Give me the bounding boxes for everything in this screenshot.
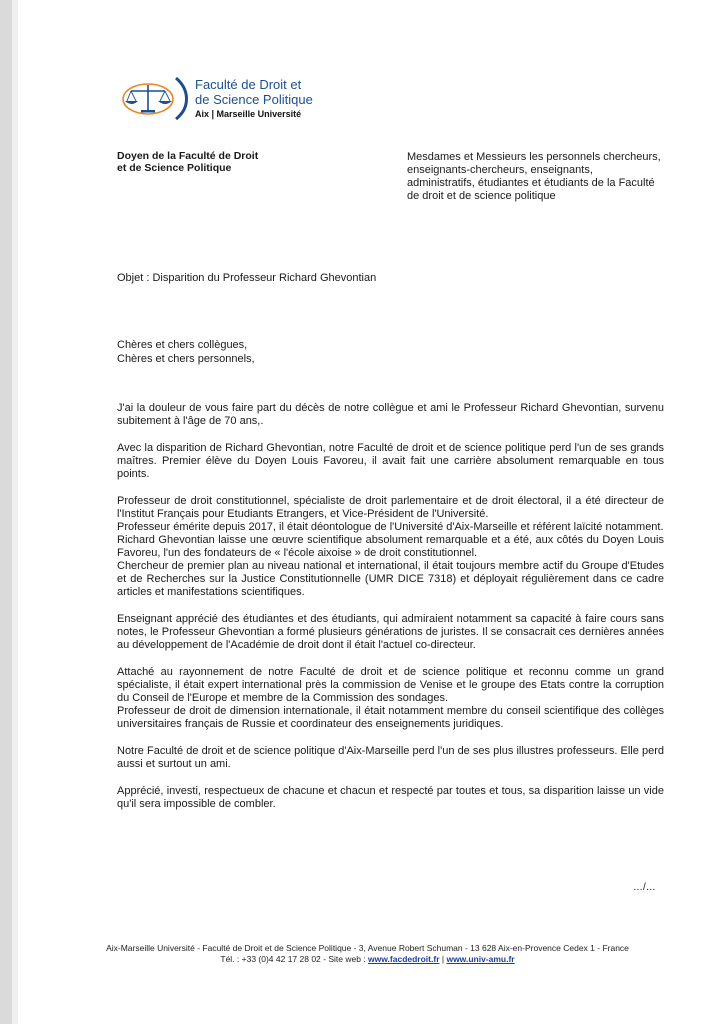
page-edge-shadow [0,0,12,1024]
paragraph-sentence: J'ai la douleur de vous faire part du décès de notre collègue et ami le Professeur Richard Ghevontian, survenu subitement à l'âge de 70 ans,. [117,402,664,427]
paragraph [117,495,664,599]
paragraph-sentence: Chercheur de premier plan au niveau national et international, il était toujours membre actif du Groupe d'Etudes et de Recherches sur la Justice Constitutionnelle (UMR DICE 7318) et déployait régulièrement dans ce cadre articles et manifestations scientifiques. [117,560,664,598]
logo-line-2: de Science Politique [195,92,313,107]
page-continuation: …/… [633,882,656,893]
paragraph [117,666,664,731]
paragraph [117,402,664,428]
logo-line-1: Faculté de Droit et [195,77,302,92]
logo-university: Aix❘Marseille Université [195,109,302,119]
sender-line: et de Science Politique [117,162,232,174]
sender-block [117,150,337,174]
letter-body [117,402,664,825]
paragraph [117,745,664,771]
sender-line: Doyen de la Faculté de Droit [117,150,259,162]
paragraph [117,785,664,811]
footer-address: Aix-Marseille Université - Faculté de Droit et de Science Politique - 3, Avenue Robert Schuman - 13 628 Aix-en-Provence Cedex 1 - France [106,943,629,953]
footer-phone: Tél. : +33 (0)4 42 17 28 02 - Site web : [220,954,369,964]
footer-separator: | [439,954,447,964]
paragraph-sentence: Professeur de droit constitutionnel, spécialiste de droit parlementaire et de droit électoral, il a été directeur de l'Institut Français pour Etudiants Etrangers, et Vice-Président de l'Université. [117,495,664,520]
paragraph-sentence: Richard Ghevontian laisse une œuvre scientifique absolument remarquable et a été, aux côtés du Doyen Louis Favoreu, l'un des fondateurs de « l'école aixoise » de droit constitutionnel. [117,534,664,559]
footer [40,943,695,965]
paragraph-sentence: Avec la disparition de Richard Ghevontian, notre Faculté de droit et de science politique perd l'un de ses grands maîtres. Premier élève du Doyen Louis Favoreu, il avait fait une carrière absolument remarquable en tous points. [117,442,664,480]
paragraph-sentence: Professeur émérite depuis 2017, il était déontologue de l'Université d'Aix-Marseille et référent laïcité notamment. [117,521,664,533]
paragraph [117,613,664,652]
faculty-website-link[interactable]: www.facdedroit.fr [368,954,440,964]
paragraph-sentence: Professeur de droit de dimension internationale, il était notamment membre du conseil scientifique des collèges universitaires français de Russie et coordinateur des enseignements juridiques. [117,705,664,730]
paragraph-sentence: Notre Faculté de droit et de science politique d'Aix-Marseille perd l'un de ses plus illustres professeurs. Elle perd aussi et surtout un ami. [117,745,664,770]
salutation-line: Chères et chers collègues, [117,339,248,351]
page-edge-highlight [12,0,18,1024]
subject-line: Objet : Disparition du Professeur Richard Ghevontian [117,272,377,284]
salutation-line: Chères et chers personnels, [117,353,255,365]
salutation [117,338,255,366]
paragraph-sentence: Enseignant apprécié des étudiantes et des étudiants, qui admiraient notamment sa capacité à faire cours sans notes, le Professeur Ghevontian a formé plusieurs générations de juristes. Il se consacrait ces dernières années au développement de l'Académie de droit dont il était l'actuel co-directeur. [117,613,664,651]
faculty-logo [118,70,338,130]
paragraph-sentence: Attaché au rayonnement de notre Faculté de droit et de science politique et reconnu comme un grand spécialiste, il était expert international près la commission de Venise et le groupe des Etats contre la corruption du Conseil de l'Europe et membre de la Commission des sondages. [117,666,664,704]
university-website-link[interactable]: www.univ-amu.fr [446,954,515,964]
recipients-block: Mesdames et Messieurs les personnels chercheurs, enseignants-chercheurs, enseignants, administratifs, étudiantes et étudiants de la Faculté de droit et de science politique [407,151,661,202]
footer-contact [40,954,695,965]
paragraph-sentence: Apprécié, investi, respectueux de chacune et chacun et respecté par toutes et tous, sa disparition laisse un vide qu'il sera impossible de combler. [117,785,664,810]
scales-of-justice-icon [118,76,188,120]
paragraph [117,442,664,481]
